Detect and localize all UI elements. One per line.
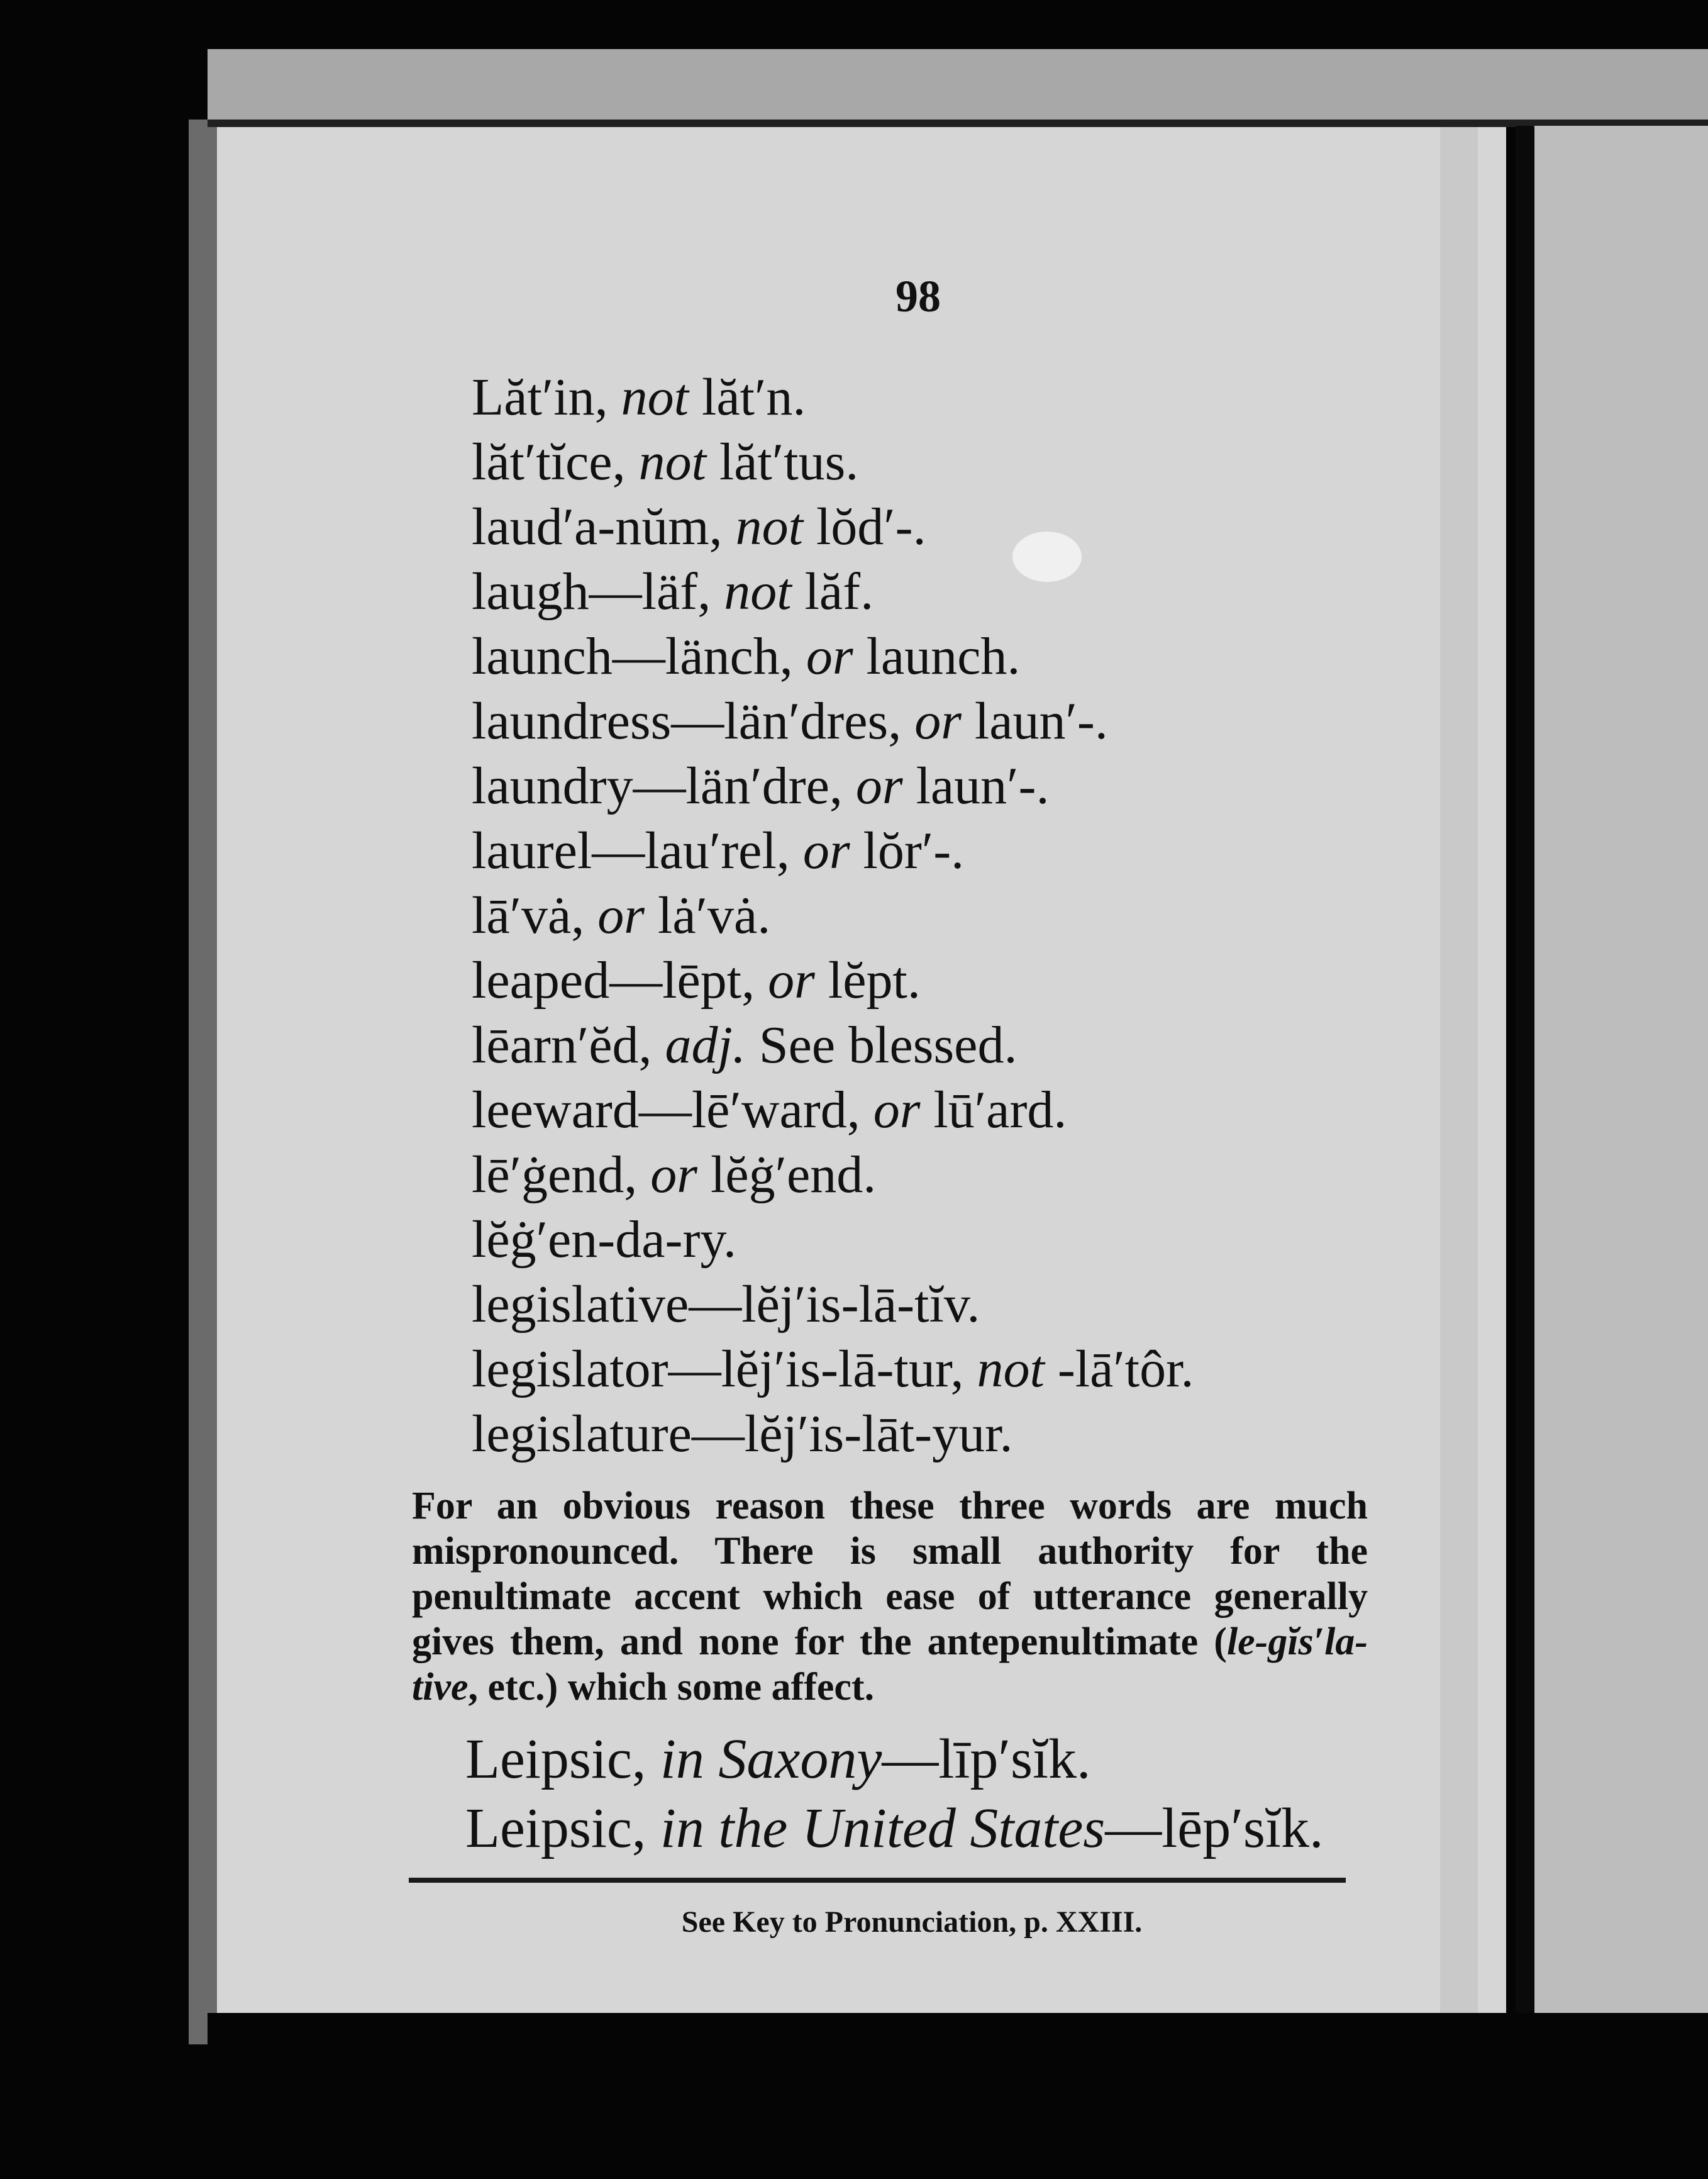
entry: lēarn′ĕd, adj. See blessed. xyxy=(472,1016,1018,1074)
footer-rule xyxy=(409,1878,1346,1883)
entry: Lăt′in, not lăt′n. xyxy=(472,368,806,426)
entry: legislator—lĕj′is-lā-tur, not -lā′tôr. xyxy=(472,1340,1194,1398)
entry: lĕġ′en-da-ry. xyxy=(472,1210,737,1269)
entry: laundry—län′dre, or laun′-. xyxy=(472,757,1050,815)
page-top-shadow xyxy=(208,120,1708,127)
scan-background xyxy=(208,2013,1708,2179)
entry: lăt′tĭce, not lăt′tus. xyxy=(472,433,859,491)
usage-note: For an obvious reason these three words are much mispronounced. There is small authority for the penultimate accent which ease of utterance generally gives them, and none for the antepenultimate (le-gĭs′la-tive, etc.) which some affect. xyxy=(412,1485,1368,1708)
entry: launch—länch, or launch. xyxy=(472,627,1021,686)
entry-list xyxy=(472,365,1478,1466)
entry: lā′vȧ, or lȧ′vȧ. xyxy=(472,886,771,945)
entry: laundress—län′dres, or laun′-. xyxy=(472,692,1108,750)
entry: legislature—lĕj′is-lāt-yur. xyxy=(472,1405,1013,1463)
entry: legislative—lĕj′is-lā-tĭv. xyxy=(472,1275,980,1334)
entry: laud′a-nŭm, not lŏd′-. xyxy=(472,498,926,556)
entry: Leipsic, in Saxony—līp′sĭk. xyxy=(465,1728,1091,1790)
facing-page-edge xyxy=(1534,126,1708,2063)
entry: leeward—lē′ward, or lū′ard. xyxy=(472,1081,1067,1139)
page-top-strip xyxy=(208,49,1708,125)
leipsic-entries xyxy=(465,1725,1472,1863)
page-left-edge xyxy=(189,120,220,2044)
entry: laugh—läf, not lăf. xyxy=(472,562,874,621)
entry: lē′ġend, or lĕġ′end. xyxy=(472,1145,877,1204)
page-number: 98 xyxy=(896,271,941,321)
entry: leaped—lēpt, or lĕpt. xyxy=(472,951,921,1010)
entry: Leipsic, in the United States—lēp′sĭk. xyxy=(465,1797,1324,1859)
pronunciation-key-footer: See Key to Pronunciation, p. XXIII. xyxy=(681,1905,1143,1939)
book-gutter xyxy=(1516,126,1533,2063)
entry: laurel—lau′rel, or lŏr′-. xyxy=(472,822,965,880)
